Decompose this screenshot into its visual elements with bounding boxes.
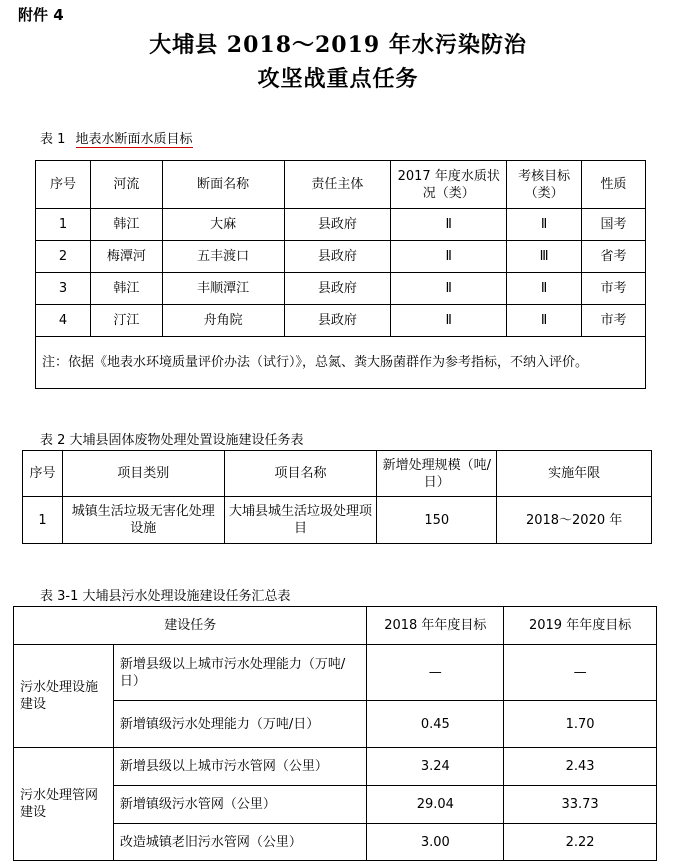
group-cell: 污水处理设施建设 [14,645,114,748]
header-cell: 新增处理规模（吨/日） [377,451,497,497]
table-cell: 国考 [582,209,646,241]
table-cell: 新增县级以上城市污水处理能力（万吨/日） [113,645,367,701]
header-cell: 项目类别 [62,451,224,497]
table-cell: 29.04 [367,786,504,824]
table-cell: — [367,645,504,701]
table-cell: 1 [36,209,91,241]
table-cell: 新增镇级污水处理能力（万吨/日） [113,701,367,748]
table-note-row [36,337,646,389]
table-cell: 0.45 [367,701,504,748]
table-cell: Ⅱ [507,273,582,305]
table-row [36,273,646,305]
header-cell: 2017 年度水质状况（类） [391,161,507,209]
table-cell: 县政府 [284,209,391,241]
table-cell: 汀江 [90,305,162,337]
table-cell: 韩江 [90,209,162,241]
table-cell: Ⅱ [391,241,507,273]
table-row [36,305,646,337]
table-cell: 2018～2020 年 [497,497,652,544]
table-cell: Ⅲ [507,241,582,273]
table-cell: 3.24 [367,748,504,786]
table-header-row [14,607,657,645]
table-cell: 新增镇级污水管网（公里） [113,786,367,824]
group-cell: 污水处理管网建设 [14,748,114,861]
table-cell: — [504,645,657,701]
table-cell: 舟角院 [162,305,284,337]
table-cell: Ⅱ [391,305,507,337]
table-cell: Ⅱ [507,209,582,241]
table-cell: 3.00 [367,824,504,861]
table-cell: 县政府 [284,273,391,305]
table-row [14,645,657,701]
table1-note: 注：依据《地表水环境质量评价办法（试行）》，总氮、粪大肠菌群作为参考指标，不纳入评价。 [36,337,646,389]
header-cell: 断面名称 [162,161,284,209]
table-cell: 大埔县城生活垃圾处理项目 [224,497,377,544]
table1-caption-prefix: 表 1 [40,132,66,147]
table-cell: Ⅱ [391,273,507,305]
table-cell: 2.22 [504,824,657,861]
table-cell: 1 [23,497,63,544]
header-cell: 实施年限 [497,451,652,497]
table-cell: 县政府 [284,241,391,273]
table2-caption: 表 2 大埔县固体废物处理处置设施建设任务表 [40,433,304,448]
table1-caption [40,128,193,147]
table-cell: 大麻 [162,209,284,241]
header-cell: 考核目标（类） [507,161,582,209]
solid-waste-table [22,450,652,544]
table-cell: 33.73 [504,786,657,824]
attachment-label: 附件 4 [18,6,64,24]
header-cell: 序号 [23,451,63,497]
table-cell: 梅潭河 [90,241,162,273]
header-cell: 责任主体 [284,161,391,209]
sewage-task-table [13,606,657,861]
table3-caption: 表 3-1 大埔县污水处理设施建设任务汇总表 [40,589,291,604]
table-cell: 150 [377,497,497,544]
table-cell: 丰顺潭江 [162,273,284,305]
header-cell: 2019 年年度目标 [504,607,657,645]
document-title-line2: 攻坚战重点任务 [257,66,419,92]
surface-water-table [35,160,646,389]
table-cell: Ⅱ [391,209,507,241]
document-title-line1: 大埔县 2018～2019 年水污染防治 [149,32,527,58]
table-row [14,748,657,786]
table-header-row [36,161,646,209]
table-cell: 韩江 [90,273,162,305]
table-cell: 新增县级以上城市污水管网（公里） [113,748,367,786]
table-cell: 1.70 [504,701,657,748]
header-cell: 2018 年年度目标 [367,607,504,645]
header-cell: 序号 [36,161,91,209]
table-cell: 3 [36,273,91,305]
table-cell: 改造城镇老旧污水管网（公里） [113,824,367,861]
table-cell: 2 [36,241,91,273]
table1-caption-text: 地表水断面水质目标 [75,132,193,147]
table-cell: Ⅱ [507,305,582,337]
table-cell: 省考 [582,241,646,273]
table-cell: 市考 [582,305,646,337]
table-cell: 五丰渡口 [162,241,284,273]
table-cell: 县政府 [284,305,391,337]
header-cell: 建设任务 [14,607,367,645]
header-cell: 河流 [90,161,162,209]
table-cell: 市考 [582,273,646,305]
header-cell: 性质 [582,161,646,209]
table-row [36,209,646,241]
header-cell: 项目名称 [224,451,377,497]
table-row [36,241,646,273]
table-header-row [23,451,652,497]
table-row [23,497,652,544]
table-cell: 2.43 [504,748,657,786]
table-cell: 4 [36,305,91,337]
table-cell: 城镇生活垃圾无害化处理设施 [62,497,224,544]
